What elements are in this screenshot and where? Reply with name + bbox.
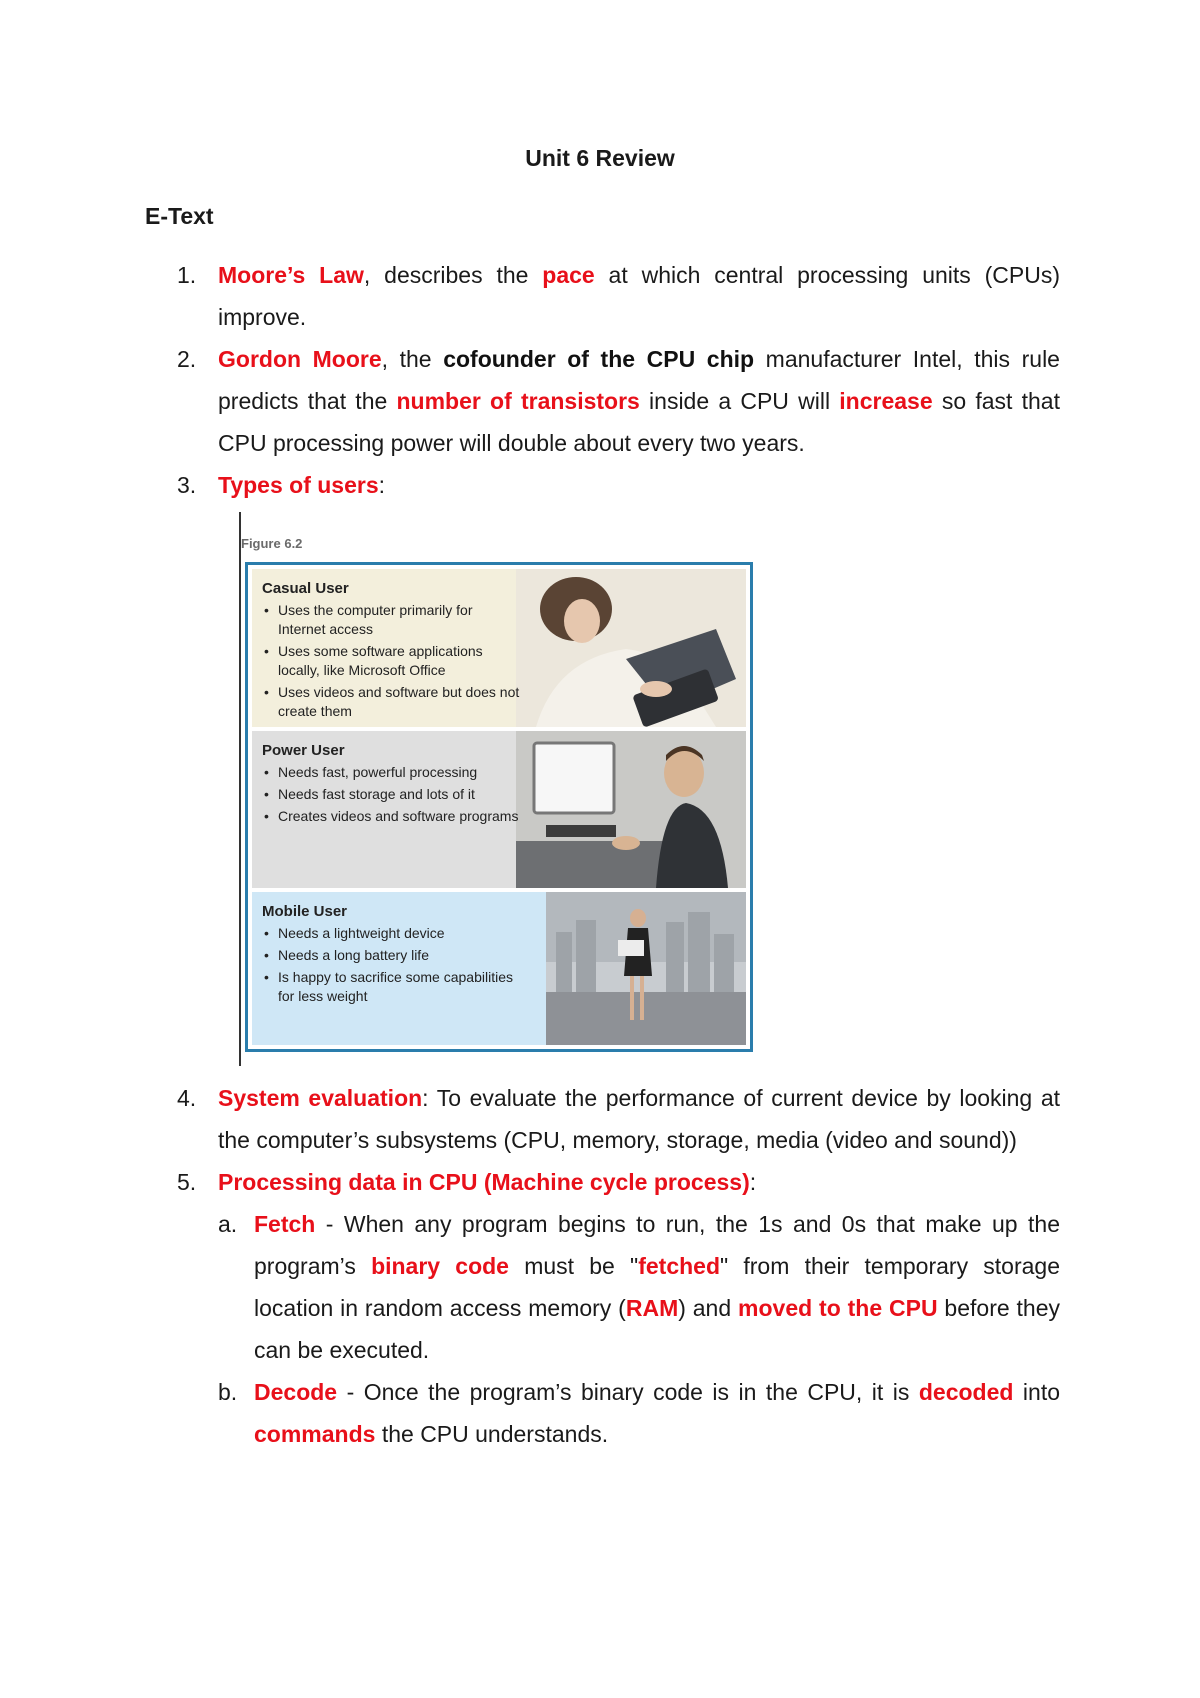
panel-mobile-user <box>252 892 746 1045</box>
sub-list-letter: b. <box>218 1379 238 1405</box>
body-text: , the <box>381 346 444 372</box>
body-text: " from their temporary storage location in random access memory ( <box>254 1253 1060 1321</box>
sub-list-letter: a. <box>218 1211 238 1237</box>
highlighted-term: Types of users <box>218 472 379 498</box>
highlighted-term: increase <box>839 388 933 414</box>
body-text: , describes the <box>363 262 543 288</box>
body-text: : To evaluate the performance of current device by looking at the computer’s subsystems (CPU, memory, storage, media (video and sound)) <box>218 1085 1060 1153</box>
power-user-photo-icon <box>516 731 746 888</box>
casual-user-text <box>262 579 522 724</box>
panel-items <box>262 763 522 826</box>
list-item <box>145 254 1060 338</box>
highlighted-term: pace <box>542 262 595 288</box>
body-text: - Once the program’s binary code is in the CPU, it is <box>337 1379 919 1405</box>
panel-item: • Is happy to sacrifice some capabilities for less weight <box>262 968 522 1006</box>
panel-item: • Uses some software applications locally, like Microsoft Office <box>262 642 522 680</box>
list-item <box>145 464 1060 506</box>
body-text: into <box>1013 1379 1061 1405</box>
list-item <box>145 1161 1060 1455</box>
panel-items <box>262 924 522 1006</box>
figure-rule <box>239 512 241 1066</box>
figure-user-types <box>239 512 759 1066</box>
highlighted-term: commands <box>254 1421 376 1447</box>
panel-title: Mobile User <box>262 903 348 920</box>
sub-list-item <box>218 1203 1060 1371</box>
section-heading: E-Text <box>145 203 214 229</box>
panel-item: • Needs fast storage and lots of it <box>262 785 522 804</box>
list-number: 2. <box>177 346 197 372</box>
body-text: : <box>378 472 386 498</box>
body-text: - When any program begins to run, the 1s and 0s that make up the program’s <box>254 1211 1060 1279</box>
casual-user-photo-icon <box>516 569 746 727</box>
figure-caption: Figure 6.2 <box>241 536 303 551</box>
highlighted-term: RAM <box>625 1295 679 1321</box>
page-title: Unit 6 Review <box>525 145 675 171</box>
review-list-part1 <box>145 254 1060 506</box>
body-text: at which central processing units (CPUs) improve. <box>218 262 1060 330</box>
list-number: 1. <box>177 262 197 288</box>
mobile-user-text <box>262 902 522 1009</box>
panel-item: • Needs fast, powerful processing <box>262 763 522 782</box>
panel-casual-user <box>252 569 746 727</box>
panel-items <box>262 601 522 721</box>
highlighted-term: Moore’s Law <box>218 262 364 288</box>
panel-item: • Uses the computer primarily for Internet access <box>262 601 522 639</box>
body-text: : <box>749 1169 757 1195</box>
body-text: inside a CPU will <box>639 388 840 414</box>
body-text: ) and <box>678 1295 739 1321</box>
body-text: manufacturer Intel, this rule predicts that the <box>218 346 1060 414</box>
panel-item: • Uses videos and software but does not create them <box>262 683 522 721</box>
list-item <box>145 338 1060 464</box>
panel-title: Casual User <box>262 580 349 597</box>
highlighted-term: decoded <box>918 1379 1014 1405</box>
highlighted-term: Decode <box>254 1379 338 1405</box>
highlighted-term: number of transistors <box>396 388 640 414</box>
panel-item: • Needs a lightweight device <box>262 924 522 943</box>
highlighted-term: moved to the CPU <box>738 1295 938 1321</box>
list-number: 5. <box>177 1169 197 1195</box>
body-text: before they can be executed. <box>254 1295 1060 1363</box>
highlighted-term: Fetch <box>254 1211 316 1237</box>
sub-list-item <box>218 1371 1060 1455</box>
list-number: 4. <box>177 1085 197 1111</box>
power-user-text <box>262 741 522 829</box>
list-item <box>145 1077 1060 1161</box>
panel-item: • Creates videos and software programs <box>262 807 522 826</box>
highlighted-term: Gordon Moore <box>218 346 382 372</box>
body-text: so fast that CPU processing power will double about every two years. <box>218 388 1060 456</box>
bold-term: cofounder of the CPU chip <box>443 346 755 372</box>
highlighted-term: System evaluation <box>218 1085 423 1111</box>
panel-power-user <box>252 731 746 888</box>
review-list-part2 <box>145 1077 1060 1455</box>
mobile-user-photo-icon <box>546 892 746 1045</box>
sub-list <box>218 1203 1060 1455</box>
highlighted-term: binary code <box>371 1253 509 1279</box>
figure-frame <box>245 562 753 1052</box>
list-number: 3. <box>177 472 197 498</box>
body-text: the CPU understands. <box>375 1421 609 1447</box>
highlighted-term: Processing data in CPU (Machine cycle process) <box>218 1169 750 1195</box>
panel-title: Power User <box>262 742 345 759</box>
highlighted-term: fetched <box>638 1253 720 1279</box>
body-text: must be " <box>508 1253 639 1279</box>
panel-item: • Needs a long battery life <box>262 946 522 965</box>
